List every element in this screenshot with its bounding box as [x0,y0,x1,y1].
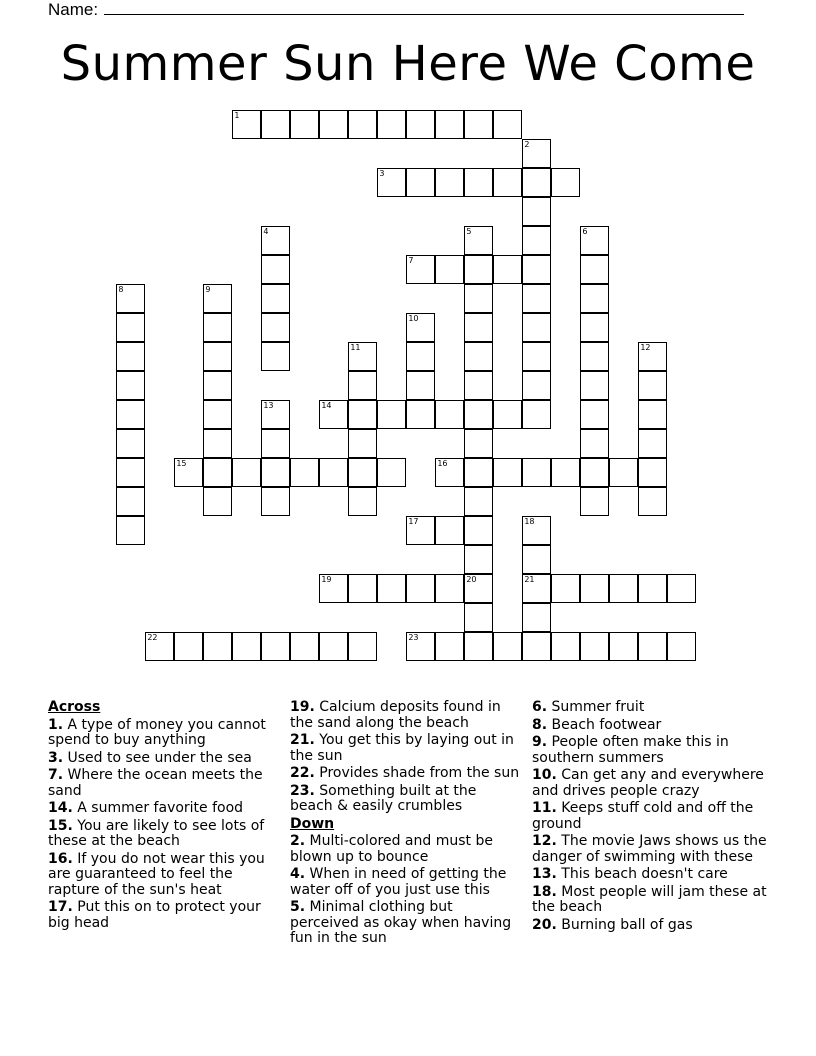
grid-cell[interactable] [551,632,580,661]
grid-cell[interactable] [377,400,406,429]
grid-cell[interactable] [174,632,203,661]
across-clue: 21. You get this by laying out in the sun [290,732,514,764]
down-clue: 11. Keeps stuff cold and off the ground [532,800,754,832]
grid-cell[interactable] [406,168,435,197]
grid-cell[interactable] [232,110,261,139]
down-heading: Down [290,815,335,832]
grid-cell[interactable] [522,603,551,632]
grid-cell[interactable] [261,400,290,429]
grid-cell[interactable] [203,429,232,458]
grid-cell[interactable] [609,574,638,603]
grid-cell[interactable] [261,284,290,313]
across-clue: 22. Provides shade from the sun [290,765,520,781]
grid-cell[interactable] [377,458,406,487]
grid-cell[interactable] [493,255,522,284]
grid-cell[interactable] [522,516,551,545]
grid-cell[interactable] [348,110,377,139]
grid-cell[interactable] [406,632,435,661]
across-clue: 1. A type of money you cannot spend to buy anything [48,716,266,748]
across-clue: 15. You are likely to see lots of these at the beach [48,817,265,849]
grid-cell[interactable] [348,400,377,429]
down-clue: 12. The movie Jaws shows us the danger of swimming with these [532,833,767,865]
grid-cell[interactable] [464,313,493,342]
grid-cell[interactable] [464,545,493,574]
grid-cell[interactable] [638,574,667,603]
grid-cell[interactable] [580,226,609,255]
down-clue: 18. Most people will jam these at the beach [532,883,767,915]
grid-cell[interactable] [580,458,609,487]
grid-cell[interactable] [435,168,464,197]
grid-cell[interactable] [203,400,232,429]
clue-number: 8 [118,285,124,295]
clues-column-2 [290,700,520,949]
grid-cell[interactable] [522,226,551,255]
grid-cell[interactable] [406,313,435,342]
clue-number: 4 [263,227,269,237]
grid-cell[interactable] [464,168,493,197]
clue-number: 22 [147,633,158,643]
grid-cell[interactable] [580,342,609,371]
across-clue: 16. If you do not wear this you are guaranteed to feel the rapture of the sun's heat [48,850,265,898]
down-clue: 8. Beach footwear [532,716,662,733]
grid-cell[interactable] [464,603,493,632]
across-clue: 23. Something built at the beach & easily crumbles [290,782,477,814]
grid-cell[interactable] [290,110,319,139]
grid-cell[interactable] [174,458,203,487]
grid-cell[interactable] [348,487,377,516]
grid-cell[interactable] [522,458,551,487]
grid-cell[interactable] [116,284,145,313]
grid-cell[interactable] [319,400,348,429]
grid-cell[interactable] [435,110,464,139]
grid-cell[interactable] [464,255,493,284]
grid-cell[interactable] [203,313,232,342]
grid-cell[interactable] [522,632,551,661]
grid-cell[interactable] [116,313,145,342]
down-clue: 2. Multi-colored and must be blown up to bounce [290,833,493,865]
grid-cell[interactable] [116,458,145,487]
clue-number: 16 [437,459,448,469]
grid-cell[interactable] [464,284,493,313]
down-clue: 13. This beach doesn't care [532,866,728,882]
clue-number: 23 [408,633,419,643]
grid-cell[interactable] [580,313,609,342]
grid-cell[interactable] [551,458,580,487]
grid-cell[interactable] [319,110,348,139]
grid-cell[interactable] [464,632,493,661]
grid-cell[interactable] [522,255,551,284]
across-heading: Across [48,699,101,715]
grid-cell[interactable] [232,458,261,487]
grid-cell[interactable] [116,516,145,545]
grid-cell[interactable] [522,139,551,168]
down-clue: 6. Summer fruit [532,699,645,715]
clue-number: 12 [640,343,651,353]
grid-cell[interactable] [435,516,464,545]
across-clue: 19. Calcium deposits found in the sand along the beach [290,699,501,731]
grid-cell[interactable] [406,255,435,284]
clue-number: 1 [234,111,240,121]
grid-cell[interactable] [522,284,551,313]
grid-cell[interactable] [377,574,406,603]
clue-number: 6 [582,227,588,237]
grid-cell[interactable] [580,284,609,313]
grid-cell[interactable] [464,400,493,429]
grid-cell[interactable] [261,429,290,458]
grid-cell[interactable] [522,342,551,371]
clue-number: 5 [466,227,472,237]
grid-cell[interactable] [203,284,232,313]
grid-cell[interactable] [116,487,145,516]
grid-cell[interactable] [406,574,435,603]
name-label: Name: [48,0,99,19]
grid-cell[interactable] [464,487,493,516]
clue-number: 3 [379,169,385,179]
grid-cell[interactable] [348,429,377,458]
grid-cell[interactable] [522,197,551,226]
grid-cell[interactable] [406,516,435,545]
grid-cell[interactable] [464,226,493,255]
across-clue: 3. Used to see under the sea [48,749,252,766]
grid-cell[interactable] [464,458,493,487]
clue-number: 19 [321,575,332,585]
grid-cell[interactable] [435,458,464,487]
grid-cell[interactable] [203,632,232,661]
grid-cell[interactable] [261,226,290,255]
grid-cell[interactable] [580,632,609,661]
grid-cell[interactable] [406,400,435,429]
grid-cell[interactable] [667,574,696,603]
grid-cell[interactable] [493,632,522,661]
grid-cell[interactable] [464,342,493,371]
clue-number: 17 [408,517,419,527]
down-clue: 5. Minimal clothing but perceived as okay when having fun in the sun [290,899,512,946]
grid-cell[interactable] [116,429,145,458]
grid-cell[interactable] [638,429,667,458]
clue-number: 14 [321,401,332,411]
clues-column-3 [532,700,772,935]
grid-cell[interactable] [290,458,319,487]
grid-cell[interactable] [464,110,493,139]
grid-cell[interactable] [580,487,609,516]
clue-number: 18 [524,517,535,527]
grid-cell[interactable] [116,342,145,371]
down-clue: 20. Burning ball of gas [532,916,693,933]
grid-cell[interactable] [261,487,290,516]
grid-cell[interactable] [261,110,290,139]
grid-cell[interactable] [667,632,696,661]
across-clue: 17. Put this on to protect your big head [48,899,261,931]
clue-number: 2 [524,140,530,150]
clue-number: 13 [263,401,274,411]
grid-cell[interactable] [290,632,319,661]
grid-cell[interactable] [638,632,667,661]
clue-number: 15 [176,459,187,469]
grid-cell[interactable] [203,371,232,400]
clue-number: 10 [408,314,419,324]
clue-number: 9 [205,285,211,295]
across-clue: 7. Where the ocean meets the sand [48,767,263,799]
grid-cell[interactable] [493,400,522,429]
grid-cell[interactable] [580,400,609,429]
grid-cell[interactable] [435,574,464,603]
clue-number: 21 [524,575,535,585]
across-clue: 14. A summer favorite food [48,800,244,816]
grid-cell[interactable] [580,429,609,458]
clue-number: 20 [466,575,477,585]
down-clue: 10. Can get any and everywhere and drives people crazy [532,767,764,799]
grid-cell[interactable] [522,371,551,400]
grid-cell[interactable] [261,458,290,487]
grid-cell[interactable] [435,400,464,429]
grid-cell[interactable] [551,574,580,603]
grid-cell[interactable] [464,574,493,603]
grid-cell[interactable] [116,400,145,429]
grid-cell[interactable] [464,516,493,545]
grid-cell[interactable] [348,458,377,487]
grid-cell[interactable] [522,400,551,429]
grid-cell[interactable] [464,371,493,400]
grid-cell[interactable] [348,632,377,661]
grid-cell[interactable] [261,313,290,342]
grid-cell[interactable] [638,371,667,400]
grid-cell[interactable] [638,400,667,429]
grid-cell[interactable] [348,574,377,603]
grid-cell[interactable] [493,168,522,197]
clues-column-1 [48,700,270,933]
grid-cell[interactable] [522,574,551,603]
grid-cell[interactable] [609,458,638,487]
grid-cell[interactable] [551,168,580,197]
grid-cell[interactable] [406,371,435,400]
grid-cell[interactable] [522,545,551,574]
grid-cell[interactable] [493,458,522,487]
grid-cell[interactable] [261,632,290,661]
grid-cell[interactable] [319,458,348,487]
clue-number: 11 [350,343,361,353]
grid-cell[interactable] [203,342,232,371]
grid-cell[interactable] [319,632,348,661]
grid-cell[interactable] [261,342,290,371]
grid-cell[interactable] [377,110,406,139]
grid-cell[interactable] [203,487,232,516]
grid-cell[interactable] [232,632,261,661]
grid-cell[interactable] [580,255,609,284]
grid-cell[interactable] [435,255,464,284]
grid-cell[interactable] [319,574,348,603]
grid-cell[interactable] [406,110,435,139]
grid-cell[interactable] [203,458,232,487]
grid-cell[interactable] [145,632,174,661]
grid-cell[interactable] [377,168,406,197]
grid-cell[interactable] [580,574,609,603]
grid-cell[interactable] [609,632,638,661]
grid-cell[interactable] [348,371,377,400]
grid-cell[interactable] [580,371,609,400]
down-clue: 9. People often make this in southern summers [532,734,729,766]
grid-cell[interactable] [522,168,551,197]
grid-cell[interactable] [348,342,377,371]
grid-cell[interactable] [464,429,493,458]
grid-cell[interactable] [638,458,667,487]
grid-cell[interactable] [261,255,290,284]
grid-cell[interactable] [435,632,464,661]
grid-cell[interactable] [406,342,435,371]
down-clue: 4. When in need of getting the water off of you just use this [290,866,507,898]
grid-cell[interactable] [522,313,551,342]
grid-cell[interactable] [116,371,145,400]
grid-cell[interactable] [638,487,667,516]
grid-cell[interactable] [638,342,667,371]
clue-number: 7 [408,256,414,266]
grid-cell[interactable] [493,110,522,139]
page-title: Summer Sun Here We Come [60,36,756,92]
